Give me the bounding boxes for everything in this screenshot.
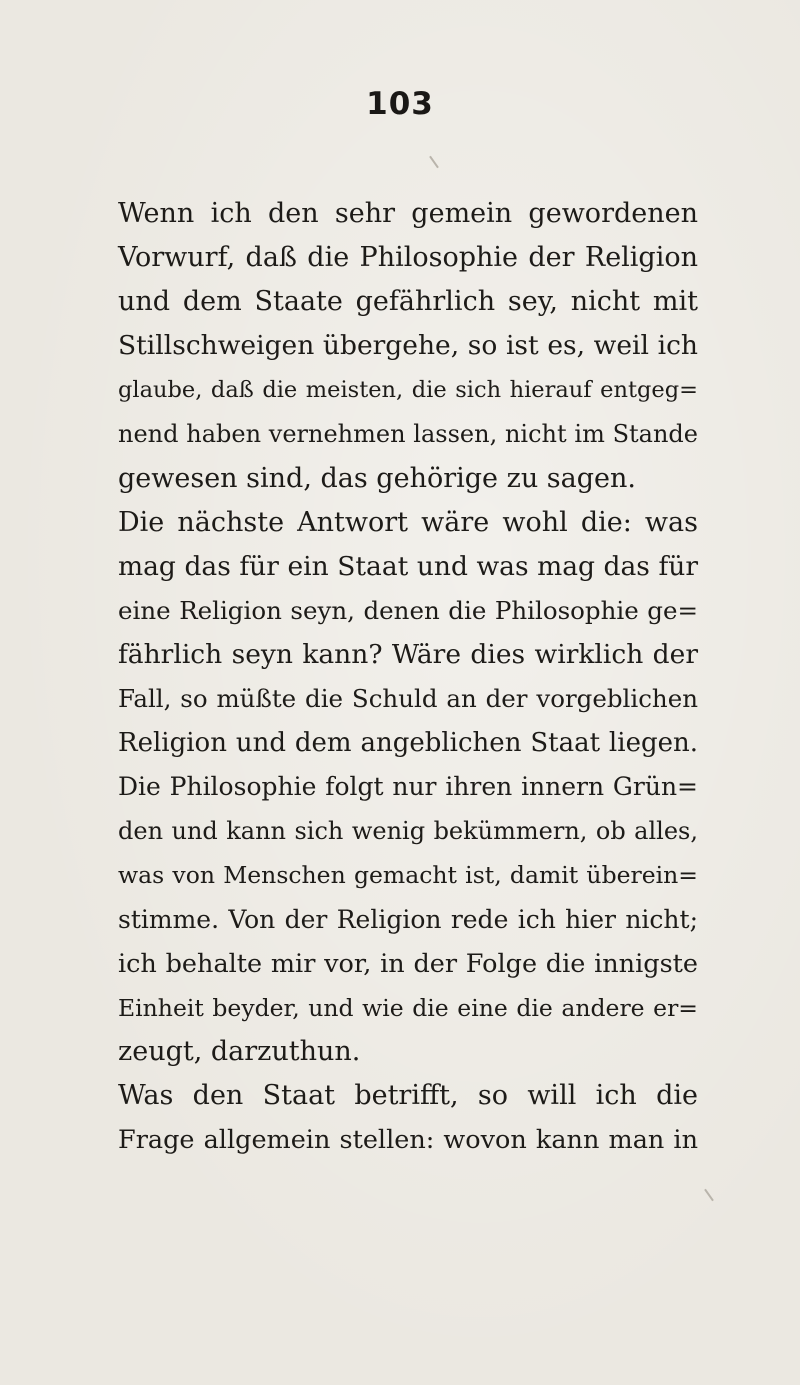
- text-line: glaube, daß die meisten, die sich hierauf entgeg=: [118, 377, 698, 404]
- text-line: eine Religion seyn, denen die Philosophie ge=: [118, 595, 698, 625]
- text-line: ich behalte mir vor, in der Folge die innigste: [118, 948, 698, 979]
- text-line: gewesen sind, das gehörige zu sagen.: [118, 462, 636, 494]
- text-line: was von Menschen gemacht ist, damit überein=: [118, 861, 698, 890]
- text-line: stimme. Von der Religion rede ich hier nicht;: [118, 904, 698, 934]
- text-line: Stillschweigen übergehe, so ist es, weil ich: [118, 330, 698, 362]
- text-line: mag das für ein Staat und was mag das für: [118, 550, 698, 582]
- page-number: 103: [366, 86, 434, 122]
- text-line: Frage allgemein stellen: wovon kann man in: [118, 1124, 698, 1155]
- stray-mark: [704, 1189, 714, 1202]
- stray-mark: [429, 156, 439, 169]
- text-line: Religion und dem angeblichen Staat liegen.: [118, 728, 698, 759]
- text-line: Vorwurf, daß die Philosophie der Religion: [118, 242, 698, 274]
- text-line: den und kann sich wenig bekümmern, ob alles,: [118, 817, 698, 846]
- text-line: und dem Staate gefährlich sey, nicht mit: [118, 286, 698, 318]
- body-text: [118, 192, 698, 1162]
- text-line: Was den Staat betrifft, so will ich die: [118, 1079, 698, 1111]
- text-line: fährlich seyn kann? Wäre dies wirklich der: [118, 638, 698, 670]
- text-line: nend haben vernehmen lassen, nicht im Stande: [118, 420, 698, 449]
- text-line: Einheit beyder, und wie die eine die andere er=: [118, 993, 698, 1022]
- text-line: Die nächste Antwort wäre wohl die: was: [118, 506, 698, 538]
- text-line: Die Philosophie folgt nur ihren innern Grün=: [118, 772, 698, 802]
- text-line: Fall, so müßte die Schuld an der vorgeblichen: [118, 684, 698, 714]
- text-line: Wenn ich den sehr gemein gewordenen: [118, 198, 698, 229]
- text-line: zeugt, darzuthun.: [118, 1035, 361, 1067]
